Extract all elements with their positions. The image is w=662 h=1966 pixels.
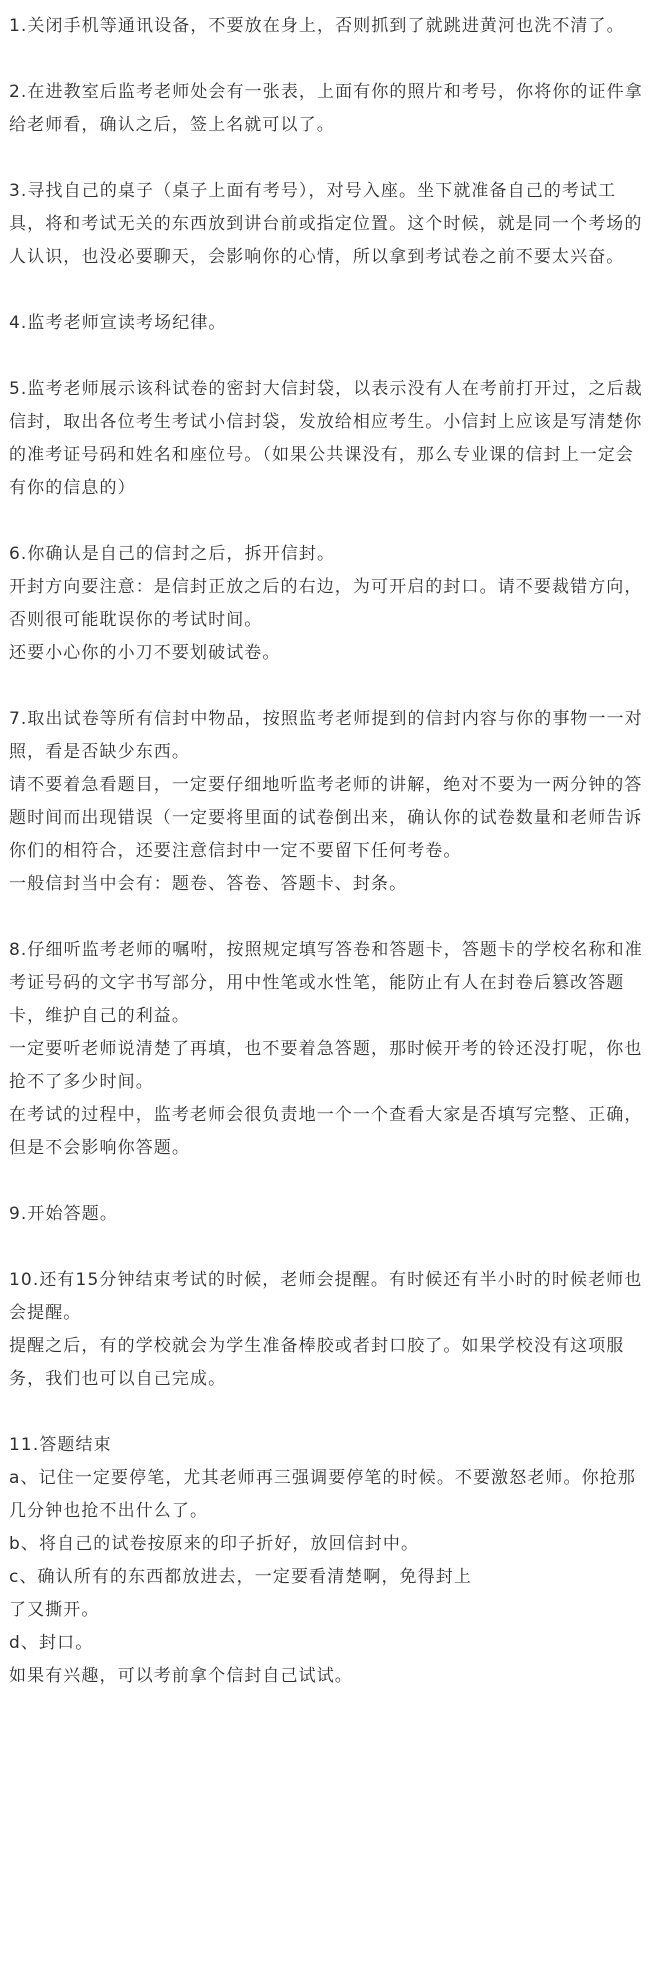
step-10-glue-note: 提醒之后，有的学校就会为学生准备棒胶或者封口胶了。如果学校没有这项服务，我们也可以自己完成。 xyxy=(9,1336,625,1389)
step-8-section xyxy=(9,934,652,1165)
step-8-text: 8.仔细听监考老师的嘱咐，按照规定填写答卷和答题卡，答题卡的学校名称和准考证号码的文字书写部分，用中性笔或水性笔，能防止有人在封卷后篡改答题卡，维护自己的利益。 xyxy=(9,940,643,1026)
step-5-text: 5.监考老师展示该科试卷的密封大信封袋，以表示没有人在考前打开过，之后裁信封，取出各位考生考试小信封袋，发放给相应考生。小信封上应该是写清楚你的准考证号码和姓名和座位号。（如果公共课没有，那么专业课的信封上一定会有你的信息的） xyxy=(9,379,643,498)
step-11-item-c: c、确认所有的东西都放进去，一定要看清楚啊，免得封上 xyxy=(9,1567,472,1587)
step-11-item-c-continued: 了又撕开。 xyxy=(9,1600,100,1620)
step-3-text: 3.寻找自己的桌子（桌子上面有考号），对号入座。坐下就准备自己的考试工具，将和考试无关的东西放到讲台前或指定位置。这个时候，就是同一个考场的人认识，也没必要聊天，会影响你的心情，所以拿到考试卷之前不要太兴奋。 xyxy=(9,181,643,267)
step-10-text: 10.还有15分钟结束考试的时候，老师会提醒。有时候还有半小时的时候老师也会提醒。 xyxy=(9,1270,643,1323)
paragraph-gap xyxy=(9,1396,652,1429)
step-6-direction-note: 开封方向要注意：是信封正放之后的右边，为可开启的封口。请不要裁错方向，否则很可能耽误你的考试时间。 xyxy=(9,577,643,630)
step-6-section xyxy=(9,538,652,670)
step-11-heading: 11.答题结束 xyxy=(9,1435,112,1455)
step-1-section xyxy=(9,10,652,43)
step-7-listen-note: 请不要着急看题目，一定要仔细地听监考老师的讲解，绝对不要为一两分钟的答题时间而出现错误（一定要将里面的试卷倒出来，确认你的试卷数量和老师告诉你们的相符合，还要注意信封中一定不要留下任何考卷。 xyxy=(9,775,643,861)
paragraph-gap xyxy=(9,340,652,373)
step-4-text: 4.监考老师宣读考场纪律。 xyxy=(9,313,227,333)
step-4-section xyxy=(9,307,652,340)
step-5-section xyxy=(9,373,652,505)
paragraph-gap xyxy=(9,901,652,934)
paragraph-gap xyxy=(9,1165,652,1198)
paragraph-gap xyxy=(9,43,652,76)
step-11-item-d: d、封口。 xyxy=(9,1633,94,1653)
paragraph-gap xyxy=(9,142,652,175)
step-2-section xyxy=(9,76,652,142)
step-9-section xyxy=(9,1198,652,1231)
step-6-text: 6.你确认是自己的信封之后，拆开信封。 xyxy=(9,544,336,564)
step-2-text: 2.在进教室后监考老师处会有一张表，上面有你的照片和考号，你将你的证件拿给老师看，确认之后，签上名就可以了。 xyxy=(9,82,643,135)
paragraph-gap xyxy=(9,670,652,703)
step-8-check-note: 在考试的过程中，监考老师会很负责地一个一个查看大家是否填写完整、正确，但是不会影响你答题。 xyxy=(9,1105,643,1158)
paragraph-gap xyxy=(9,274,652,307)
step-6-knife-note: 还要小心你的小刀不要划破试卷。 xyxy=(9,643,281,663)
paragraph-gap xyxy=(9,1231,652,1264)
paragraph-gap xyxy=(9,505,652,538)
step-8-wait-note: 一定要听老师说清楚了再填，也不要着急答题，那时候开考的铃还没打呢，你也抢不了多少时间。 xyxy=(9,1039,643,1092)
step-11-item-a: a、记住一定要停笔，尤其老师再三强调要停笔的时候。不要激怒老师。你抢那几分钟也抢不出什么了。 xyxy=(9,1468,636,1521)
step-7-contents-note: 一般信封当中会有：题卷、答卷、答题卡、封条。 xyxy=(9,874,408,894)
step-3-section xyxy=(9,175,652,274)
step-11-item-b: b、将自己的试卷按原来的印子折好，放回信封中。 xyxy=(9,1534,420,1554)
step-7-text: 7.取出试卷等所有信封中物品，按照监考老师提到的信封内容与你的事物一一对照，看是否缺少东西。 xyxy=(9,709,643,762)
step-11-section xyxy=(9,1429,652,1693)
step-1-text: 1.关闭手机等通讯设备，不要放在身上，否则抓到了就跳进黄河也洗不清了。 xyxy=(9,16,625,36)
step-7-section xyxy=(9,703,652,901)
step-9-text: 9.开始答题。 xyxy=(9,1204,118,1224)
step-11-closing-note: 如果有兴趣，可以考前拿个信封自己试试。 xyxy=(9,1666,353,1686)
step-10-section xyxy=(9,1264,652,1396)
